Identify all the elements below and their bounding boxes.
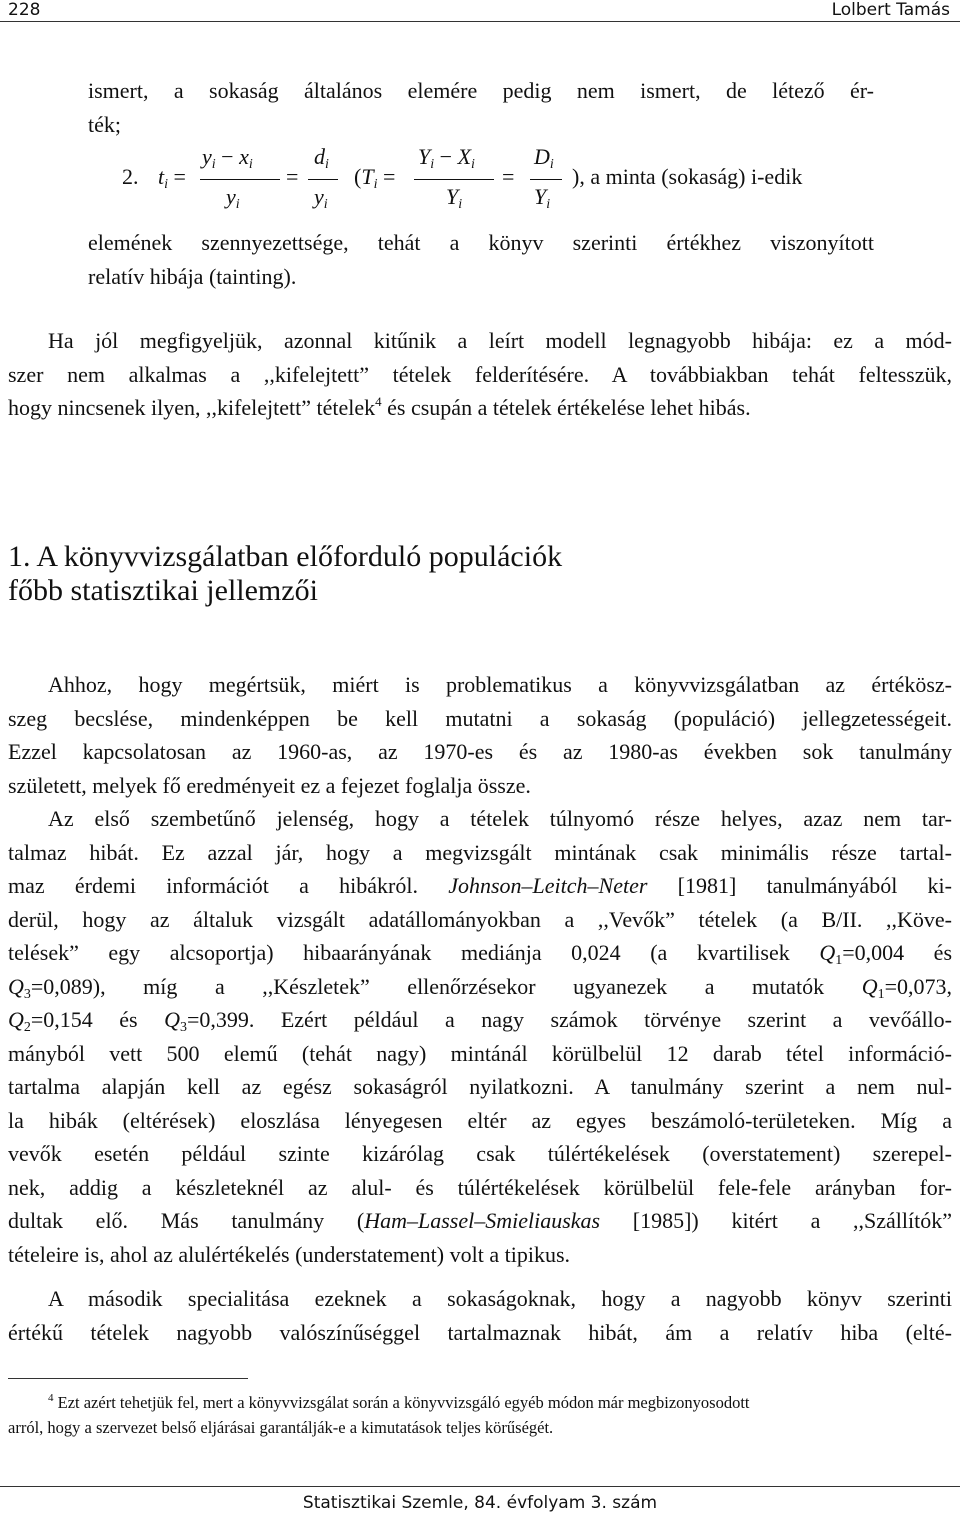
cited-authors: Ham–Lassel–Smieliauskas: [364, 1208, 601, 1233]
section-title: [8, 540, 908, 608]
text-line: elemének szennyezettsége, tehát a könyv szerinti értékhez viszonyított: [88, 230, 874, 255]
fraction-denominator: $y_i$: [226, 184, 240, 212]
footnote: [8, 1390, 952, 1440]
fraction-denominator: $Y_i$: [446, 184, 463, 212]
text-line: Az első szembetűnő jelenség, hogy a tételek túlnyomó része helyes, azaz nem tar-: [48, 806, 952, 831]
text-line: talmaz hibát. Ez azzal jár, hogy a megvizsgált mintának csak minimális része tartal-: [8, 839, 952, 865]
fraction-numerator: $D_i$: [534, 144, 554, 172]
footnote-divider: [8, 1378, 248, 1379]
section-title-line: főbb statisztikai jellemzői: [8, 574, 318, 607]
formula-lhs: $t_i$ =: [158, 164, 186, 192]
text-line: telések” egy alcsoportja) hibaarányának mediánja 0,024 (a kvartilisek $Q_1=0,004$ és: [8, 940, 952, 968]
intro-text-cont: [88, 226, 874, 293]
text-line: tételeire is, ahol az alulértékelés (understatement) volt a tipikus.: [8, 1241, 571, 1267]
text-line: maz érdemi információt a hibákról. Johnson–Leitch–Neter [1981] tanulmányából ki-: [8, 873, 952, 898]
fraction-numerator: $Y_i - X_i$: [418, 144, 475, 172]
fraction-numerator: $y_i - x_i$: [202, 144, 253, 172]
formula-tail: ), a minta (sokaság) i-edik: [572, 164, 803, 189]
journal-name: Statisztikai Szemle, 84. évfolyam 3. szám: [302, 1493, 658, 1513]
fraction-numerator: $d_i$: [314, 144, 329, 172]
page-number: 228: [8, 0, 41, 20]
paragraph: [8, 668, 952, 802]
text-line: derül, hogy az általuk vizsgált adatállományokban a ,,Vevők” tételek (a B/II. ,,Köve-: [8, 906, 952, 932]
running-header: [0, 0, 960, 22]
item-number: 2.: [122, 164, 139, 189]
text-line: dultak elő. Más tanulmány (Ham–Lassel–Smieliauskas [1985]) kitért a ,,Szállítók”: [8, 1208, 952, 1233]
text-line: szeg becslése, mindenképpen be kell mutatni a sokaság (populáció) jellegzetességeit.: [8, 705, 952, 731]
running-footer: [0, 1486, 960, 1519]
text-line: relatív hibája (tainting).: [88, 263, 297, 289]
paragraph: [8, 1282, 952, 1349]
text-line: értékű tételek nagyobb valószínűséggel tartalmaznak hibát, ám a relatív hiba (elté-: [8, 1319, 952, 1345]
footnote-number: 4: [48, 1392, 54, 1404]
text-line: ték;: [88, 111, 121, 137]
text-line: Ha jól megfigyeljük, azonnal kitűnik a leírt modell legnagyobb hibája: ez a mód-: [48, 328, 952, 353]
fraction-denominator: $Y_i$: [534, 184, 551, 212]
fraction-bar: [308, 179, 338, 180]
text-line: ismert, a sokaság általános elemére pedig nem ismert, de létező ér-: [88, 78, 874, 103]
text-line: $Q_3=0,089$), míg a ,,Készletek” ellenőrzésekor ugyanezek a mutatók $Q_1=0,073$,: [8, 973, 952, 1002]
text-line: Ezzel kapcsolatosan az 1960-as, az 1970-es és az 1980-as években sok tanulmány: [8, 739, 952, 764]
text-line: született, melyek fő eredményeit ez a fejezet foglalja össze.: [8, 772, 531, 798]
fraction-bar: [414, 179, 494, 180]
section-title-line: 1. A könyvvizsgálatban előforduló populációk: [8, 540, 563, 573]
formula-paren-part: ($T_i$ =: [354, 164, 396, 192]
footnote-line: $^4$ Ezt azért tehetjük fel, mert a könyvvizsgálat során a könyvvizsgáló egyéb módon már megbizonyosodott: [48, 1392, 750, 1412]
text-line: la hibák (eltérések) eloszlása lényegesen eltér az egyes beszámoló-területeken. Míg a: [8, 1107, 952, 1133]
intro-text: [88, 74, 874, 141]
tainting-formula: [122, 144, 882, 220]
text-line: mányból vett 500 elemű (tehát nagy) mintánál körülbelül 12 darab tétel információ-: [8, 1040, 952, 1066]
text-line: tartalma alapján kell az egész sokaságról nyilatkozni. A tanulmány szerint a nem nul-: [8, 1074, 952, 1099]
fraction-denominator: $y_i$: [314, 184, 328, 212]
footnote-line: arról, hogy a szervezet belső eljárásai garantálják-e a kimutatások teljes körűségét.: [8, 1418, 554, 1437]
equals-sign: =: [502, 164, 515, 189]
fraction-bar: [200, 179, 280, 180]
text-line: vevők esetén például szinte kizárólag csak túlértékelések (overstatement) szerepel-: [8, 1141, 952, 1166]
text-line: szer nem alkalmas a ,,kifelejtett” tételek felderítésére. A továbbiakban tehát feltesszük,: [8, 361, 952, 387]
equals-sign: =: [286, 164, 299, 189]
text-line: $Q_2=0,154$ és $Q_3=0,399$. Ezért például a nagy számok törvénye szerint a vevőállo-: [8, 1007, 952, 1035]
paragraph: [8, 324, 952, 425]
text-line: Ahhoz, hogy megértsük, miért is problematikus a könyvvizsgálatban az értékösz-: [48, 672, 952, 697]
paragraph: [8, 802, 952, 1271]
footnote-ref: 4: [375, 394, 382, 409]
text-line: nek, addig a készleteknél az alul- és túlértékelések körülbelül fele-fele arányban for-: [8, 1174, 952, 1200]
fraction-bar: [530, 179, 562, 180]
text-line: hogy nincsenek ilyen, ,,kifelejtett” tételek$^4$ és csupán a tételek értékelése lehet hibás.: [8, 394, 751, 420]
running-author: Lolbert Tamás: [831, 0, 950, 20]
cited-authors: Johnson–Leitch–Neter: [448, 873, 648, 898]
text-line: A második specialitása ezeknek a sokaságoknak, hogy a nagyobb könyv szerinti: [48, 1286, 952, 1311]
